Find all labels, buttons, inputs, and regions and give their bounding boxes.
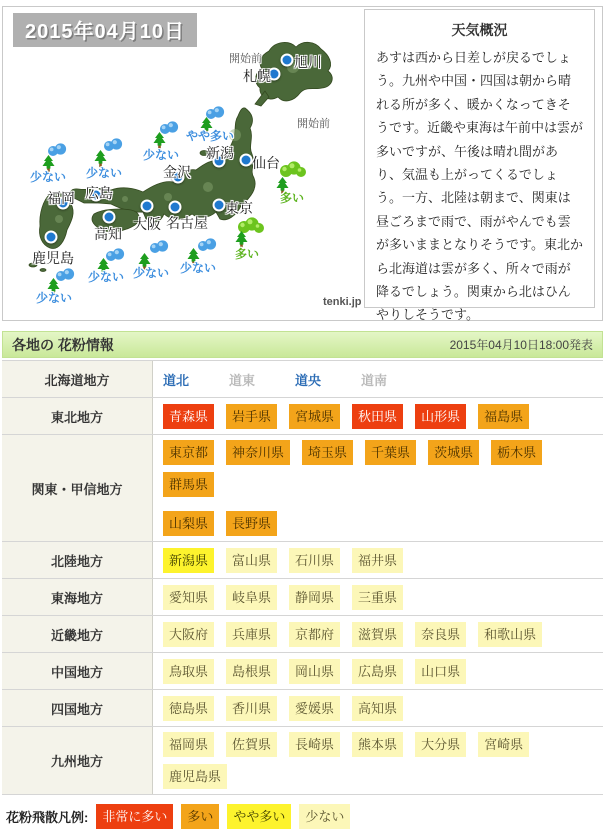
table-row xyxy=(2,652,603,689)
table-row xyxy=(2,434,603,541)
prefecture-chip[interactable]: 岡山県 xyxy=(289,659,340,684)
prefecture-chip[interactable]: 栃木県 xyxy=(491,440,542,465)
table-row xyxy=(2,578,603,615)
area-link[interactable]: 道央 xyxy=(295,372,322,388)
region-prefecture-list xyxy=(153,435,603,541)
prefecture-chip[interactable]: 青森県 xyxy=(163,404,214,429)
prefecture-chip[interactable]: 京都府 xyxy=(289,622,340,647)
prefecture-chip[interactable]: 秋田県 xyxy=(352,404,403,429)
pollen-cloud-icon xyxy=(149,240,170,259)
legend-chip: 多い xyxy=(181,804,219,829)
region-label: 東海地方 xyxy=(2,579,153,615)
pollen-announced-at: 2015年04月10日18:00発表 xyxy=(449,338,593,352)
region-prefecture-list xyxy=(153,616,603,652)
table-row xyxy=(2,615,603,652)
city-label: 福岡 xyxy=(47,190,75,206)
region-label: 東北地方 xyxy=(2,398,153,434)
city-label: 東京 xyxy=(225,200,253,216)
prefecture-chip[interactable]: 福井県 xyxy=(352,548,403,573)
table-row xyxy=(2,360,603,397)
city-label: 札幌 xyxy=(243,68,271,84)
city-label: 金沢 xyxy=(163,164,191,180)
prefecture-chip[interactable]: 茨城県 xyxy=(428,440,479,465)
city-marker-dot xyxy=(240,154,253,167)
region-label: 近畿地方 xyxy=(2,616,153,652)
prefecture-chip[interactable]: 山梨県 xyxy=(163,511,214,536)
pollen-level-label: 少ない xyxy=(88,270,125,284)
table-row xyxy=(2,726,603,794)
city-label: 大阪 xyxy=(133,216,161,232)
pollen-level-label: 少ない xyxy=(86,166,123,180)
pollen-level-label: 少ない xyxy=(30,170,67,184)
pollen-forecast-page xyxy=(0,6,605,825)
region-label: 北海道地方 xyxy=(2,361,153,397)
prefecture-chip[interactable]: 岩手県 xyxy=(226,404,277,429)
city-marker-dot xyxy=(213,199,226,212)
city-label: 仙台 xyxy=(252,155,280,171)
pollen-level-label: 少ない xyxy=(180,261,217,275)
region-prefecture-list xyxy=(153,579,603,615)
prefecture-chip[interactable]: 神奈川県 xyxy=(226,440,290,465)
table-row xyxy=(2,397,603,434)
area-link: 道南 xyxy=(361,372,388,388)
prefecture-chip[interactable]: 広島県 xyxy=(352,659,403,684)
city-marker-dot xyxy=(281,54,294,67)
region-prefecture-list xyxy=(153,542,603,578)
city-marker-dot xyxy=(141,200,154,213)
city-label: 旭川 xyxy=(294,54,322,70)
region-prefecture-list xyxy=(153,361,603,397)
prefecture-chip[interactable]: 長崎県 xyxy=(289,732,340,757)
weather-summary-text: あすは西から日差しが戻るでしょう。九州や中国・四国は朝から晴れる所が多く、暖かくなってきそうです。近畿や東海は午前中は雲が多いですが、午後は晴れ間があり、気温も上がってくるでしょう。一方、北陸は朝まで、関東は昼ごろまで雨で、雨がやんでも雲が多いままとなりそうです。東北から北海道は雲が多く、所々で雨が降るでしょう。関東から北はひんやりしそうです。 xyxy=(376,50,583,323)
prefecture-chip[interactable]: 奈良県 xyxy=(415,622,466,647)
weather-summary-title: 天気概況 xyxy=(451,22,508,38)
map-note-label: 開始前 xyxy=(229,53,262,65)
legend-chip: やや多い xyxy=(227,804,291,829)
pollen-level-label: 少ない xyxy=(36,291,73,305)
prefecture-chip[interactable]: 宮城県 xyxy=(289,404,340,429)
city-marker-dot xyxy=(103,211,116,224)
prefecture-chip[interactable]: 滋賀県 xyxy=(352,622,403,647)
prefecture-chip[interactable]: 島根県 xyxy=(226,659,277,684)
prefecture-chip[interactable]: 山形県 xyxy=(415,404,466,429)
prefecture-chip[interactable]: 千葉県 xyxy=(365,440,416,465)
prefecture-chip[interactable]: 鹿児島県 xyxy=(163,764,227,789)
japan-pollen-map xyxy=(3,7,363,318)
prefecture-chip[interactable]: 佐賀県 xyxy=(226,732,277,757)
map-date-badge: 2015年04月10日 xyxy=(13,13,197,47)
forecast-map-section xyxy=(2,6,603,321)
prefecture-chip[interactable]: 石川県 xyxy=(289,548,340,573)
weather-summary-panel xyxy=(364,9,595,323)
pollen-section-header xyxy=(2,331,603,358)
prefecture-chip[interactable]: 鳥取県 xyxy=(163,659,214,684)
prefecture-chip[interactable]: 宮崎県 xyxy=(478,732,529,757)
legend-chip: 非常に多い xyxy=(96,804,173,829)
city-label: 鹿児島 xyxy=(32,250,74,266)
map-note-label: 開始前 xyxy=(297,118,330,130)
prefecture-chip[interactable]: 和歌山県 xyxy=(478,622,542,647)
region-label: 北陸地方 xyxy=(2,542,153,578)
region-prefecture-list xyxy=(153,653,603,689)
city-label: 名古屋 xyxy=(166,215,208,231)
pollen-level-label: 多い xyxy=(280,191,305,205)
prefecture-chip[interactable]: 香川県 xyxy=(226,696,277,721)
pollen-level-label: やや多い xyxy=(186,129,235,143)
prefecture-chip[interactable]: 愛媛県 xyxy=(289,696,340,721)
table-row xyxy=(2,689,603,726)
pollen-legend-label: 花粉飛散凡例: xyxy=(6,810,89,825)
prefecture-chip[interactable]: 東京都 xyxy=(163,440,214,465)
prefecture-chip[interactable]: 大分県 xyxy=(415,732,466,757)
pollen-legend xyxy=(2,801,603,832)
prefecture-chip[interactable]: 埼玉県 xyxy=(302,440,353,465)
pollen-section-title: 各地の 花粉情報 xyxy=(12,336,114,353)
prefecture-chip[interactable]: 富山県 xyxy=(226,548,277,573)
region-prefecture-list xyxy=(153,398,603,434)
prefecture-chip[interactable]: 福岡県 xyxy=(163,732,214,757)
prefecture-chip[interactable]: 岐阜県 xyxy=(226,585,277,610)
area-link: 道東 xyxy=(229,372,256,388)
pollen-level-label: 少ない xyxy=(143,148,180,162)
prefecture-chip[interactable]: 徳島県 xyxy=(163,696,214,721)
city-marker-dot xyxy=(45,231,58,244)
prefecture-chip[interactable]: 静岡県 xyxy=(289,585,340,610)
city-label: 広島 xyxy=(85,185,113,201)
legend-chip: 少ない xyxy=(299,804,350,829)
prefecture-chip[interactable]: 高知県 xyxy=(352,696,403,721)
city-marker-dot xyxy=(169,201,182,214)
prefecture-chip[interactable]: 福島県 xyxy=(478,404,529,429)
pollen-level-label: 少ない xyxy=(133,266,170,280)
region-label: 関東・甲信地方 xyxy=(2,435,153,541)
pollen-level-label: 多い xyxy=(235,247,260,261)
region-label: 四国地方 xyxy=(2,690,153,726)
prefecture-chip[interactable]: 新潟県 xyxy=(163,548,214,573)
city-label: 高知 xyxy=(94,226,122,242)
region-label: 中国地方 xyxy=(2,653,153,689)
tenki-watermark: tenki.jp xyxy=(323,296,362,308)
area-link[interactable]: 道北 xyxy=(163,372,190,388)
prefecture-chip[interactable]: 三重県 xyxy=(352,585,403,610)
prefecture-chip[interactable]: 熊本県 xyxy=(352,732,403,757)
prefecture-chip[interactable]: 山口県 xyxy=(415,659,466,684)
prefecture-chip[interactable]: 兵庫県 xyxy=(226,622,277,647)
region-prefecture-list xyxy=(153,727,603,794)
prefecture-chip[interactable]: 群馬県 xyxy=(163,472,214,497)
table-row xyxy=(2,541,603,578)
prefecture-chip[interactable]: 長野県 xyxy=(226,511,277,536)
city-label: 新潟 xyxy=(206,145,234,161)
region-label: 九州地方 xyxy=(2,727,153,794)
pollen-table xyxy=(2,360,603,795)
region-prefecture-list xyxy=(153,690,603,726)
prefecture-chip[interactable]: 愛知県 xyxy=(163,585,214,610)
prefecture-chip[interactable]: 大阪府 xyxy=(163,622,214,647)
